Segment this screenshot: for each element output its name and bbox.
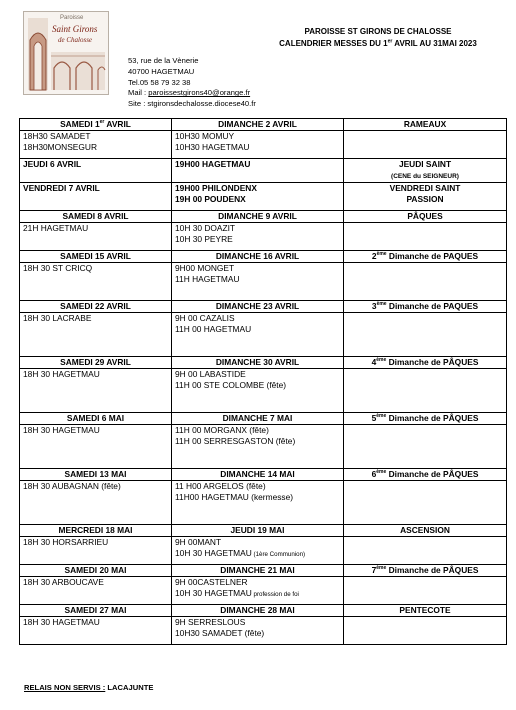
calendar-cell — [344, 605, 507, 617]
cell-text: Dimanche de PÂQUES — [386, 565, 479, 576]
calendar-cell — [344, 413, 507, 425]
cell-text: ASCENSION — [400, 525, 450, 536]
cell-text: 10H30 MOMUY — [175, 131, 235, 141]
address-city: 40700 HAGETMAU — [128, 66, 195, 76]
calendar-cell — [172, 159, 344, 183]
cell-text: 11H 00 STE COLOMBE (fête) — [175, 379, 287, 390]
cell-text: Dimanche de PÂQUES — [386, 413, 479, 424]
calendar-cell — [172, 369, 344, 413]
cell-sup: ème — [376, 251, 387, 258]
cell-text: 11H 00 HAGETMAU — [175, 323, 252, 334]
cell-text: 19H00 HAGETMAU — [175, 159, 251, 169]
calendar-cell — [344, 119, 507, 131]
footer-value: LACAJUNTE — [107, 683, 154, 692]
cell-text: MERCREDI 18 MAI — [58, 525, 133, 536]
calendar-cell — [20, 537, 172, 565]
calendar-cell — [344, 469, 507, 481]
calendar-cell — [20, 263, 172, 301]
parish-logo — [23, 11, 109, 95]
cell-text: 18H 30 ST CRICQ — [23, 263, 93, 274]
cell-text: 3 — [371, 301, 377, 312]
calendar-cell — [20, 131, 172, 159]
calendar-row — [20, 537, 507, 565]
mail-link[interactable]: paroissestgirons40@orange.fr — [148, 88, 251, 98]
calendar-header-row — [20, 525, 507, 537]
header-calendar-sup: er — [387, 38, 393, 45]
cell-text: 4 — [371, 357, 377, 368]
cell-text: Dimanche de PAQUES — [386, 301, 479, 312]
calendar-cell — [344, 211, 507, 223]
cell-text: 2 — [371, 251, 377, 262]
cell-text: 10H30 HAGETMAU — [175, 141, 250, 152]
address-tel: Tel.05 58 79 32 38 — [128, 77, 191, 87]
cell-text: VENDREDI 7 AVRIL — [23, 183, 100, 194]
calendar-row — [20, 131, 507, 159]
calendar-row — [20, 481, 507, 525]
calendar-cell — [20, 525, 172, 537]
cell-text: DIMANCHE 28 MAI — [220, 605, 295, 616]
calendar-row — [20, 577, 507, 605]
cell-text: 18H30 SAMADET — [23, 131, 91, 141]
cell-sup: ème — [376, 469, 387, 476]
calendar-cell — [20, 251, 172, 263]
calendar-header-row — [20, 605, 507, 617]
parish-address — [128, 56, 256, 110]
cell-text: PÂQUES — [407, 211, 443, 222]
calendar-header-row — [20, 469, 507, 481]
cell-text: (CENE du SEIGNEUR) — [391, 172, 459, 180]
calendar-header-row — [20, 357, 507, 369]
cell-text: 18H 30 HAGETMAU — [23, 617, 100, 628]
cell-text: 18H30MONSEGUR — [23, 141, 98, 152]
calendar-cell — [20, 357, 172, 369]
cell-text: 5 — [371, 413, 377, 424]
cell-text: 6 — [371, 469, 377, 480]
cell-text: (1ère Communion) — [251, 550, 306, 558]
calendar-cell — [20, 183, 172, 211]
cell-text: SAMEDI 1 — [60, 119, 100, 129]
cell-text: Dimanche de PAQUES — [386, 251, 479, 262]
cell-text: SAMEDI 20 MAI — [64, 565, 127, 576]
calendar-cell — [172, 565, 344, 577]
mass-calendar-table — [19, 118, 507, 645]
calendar-cell — [172, 223, 344, 251]
calendar-cell — [20, 413, 172, 425]
calendar-cell — [344, 131, 507, 159]
calendar-cell — [172, 605, 344, 617]
calendar-header-row — [20, 251, 507, 263]
calendar-row — [20, 617, 507, 645]
calendar-header-row — [20, 301, 507, 313]
calendar-cell — [172, 537, 344, 565]
calendar-cell — [344, 481, 507, 525]
calendar-cell — [20, 119, 172, 131]
calendar-cell — [344, 577, 507, 605]
header-calendar-post: AVRIL AU 31MAI 2023 — [392, 39, 477, 48]
calendar-cell — [20, 481, 172, 525]
calendar-cell — [344, 425, 507, 469]
cell-text: 10H 30 HAGETMAU — [175, 547, 252, 558]
cell-text: PASSION — [406, 193, 444, 204]
cell-text: 10H30 SAMADET (fête) — [175, 627, 265, 638]
calendar-cell — [20, 369, 172, 413]
cell-text: DIMANCHE 21 MAI — [220, 565, 295, 576]
calendar-header-row — [20, 211, 507, 223]
header-calendar — [250, 38, 506, 50]
cell-text: 18H 30 HAGETMAU — [23, 425, 100, 436]
calendar-cell — [344, 223, 507, 251]
cell-sup: ème — [376, 565, 387, 572]
calendar-cell — [344, 159, 507, 183]
calendar-header-row — [20, 565, 507, 577]
cell-text: DIMANCHE 2 AVRIL — [218, 119, 297, 129]
calendar-cell — [172, 301, 344, 313]
calendar-cell — [172, 183, 344, 211]
cell-text: 10H 30 PEYRE — [175, 233, 233, 244]
cell-text: Dimanche de PÂQUES — [386, 357, 479, 368]
cell-text: 18H 30 LACRABE — [23, 313, 92, 324]
calendar-cell — [20, 159, 172, 183]
calendar-cell — [20, 605, 172, 617]
address-site — [128, 99, 256, 110]
cell-text: SAMEDI 29 AVRIL — [60, 357, 131, 368]
calendar-cell — [344, 369, 507, 413]
calendar-cell — [20, 617, 172, 645]
cell-text: 9H SERRESLOUS — [175, 617, 246, 628]
calendar-cell — [172, 263, 344, 301]
calendar-cell — [344, 617, 507, 645]
calendar-cell — [172, 525, 344, 537]
logo-line-3: de Chalosse — [58, 36, 93, 44]
cell-text: SAMEDI 22 AVRIL — [60, 301, 131, 312]
calendar-cell — [20, 469, 172, 481]
cell-text: SAMEDI 13 MAI — [64, 469, 127, 480]
calendar-cell — [344, 313, 507, 357]
cell-text: DIMANCHE 16 AVRIL — [215, 251, 300, 262]
calendar-cell — [344, 525, 507, 537]
calendar-row — [20, 263, 507, 301]
cell-text: 9H 00MANT — [175, 537, 222, 548]
address-street: 53, rue de la Vènerie — [128, 56, 199, 65]
calendar-row — [20, 425, 507, 469]
header-parish: PAROISSE ST GIRONS DE CHALOSSE — [304, 27, 452, 36]
cell-text: AVRIL — [104, 119, 131, 129]
cell-text: 19H 00 POUDENX — [175, 193, 246, 204]
cell-text: 11 H00 ARGELOS (fête) — [175, 481, 266, 492]
cell-text: SAMEDI 8 AVRIL — [62, 211, 129, 222]
footer-label: RELAIS NON SERVIS : — [24, 683, 106, 692]
calendar-cell — [344, 251, 507, 263]
calendar-cell — [20, 313, 172, 357]
calendar-cell — [172, 251, 344, 263]
calendar-cell — [172, 469, 344, 481]
calendar-cell — [344, 357, 507, 369]
calendar-cell — [20, 223, 172, 251]
cell-text: SAMEDI 6 MAI — [66, 413, 125, 424]
cell-text: SAMEDI 27 MAI — [64, 605, 127, 616]
calendar-row — [20, 313, 507, 357]
cell-text: JEUDI 19 MAI — [230, 525, 285, 536]
calendar-cell — [172, 577, 344, 605]
calendar-cell — [172, 357, 344, 369]
cell-text: DIMANCHE 9 AVRIL — [218, 211, 297, 222]
calendar-row — [20, 159, 507, 183]
calendar-header-row — [20, 119, 507, 131]
cell-text: 18H 30 HAGETMAU — [23, 369, 100, 380]
cell-text: DIMANCHE 30 AVRIL — [215, 357, 300, 368]
calendar-cell — [20, 425, 172, 469]
cell-text: 11H HAGETMAU — [175, 273, 240, 284]
cell-text: PENTECOTE — [399, 605, 451, 616]
calendar-row — [20, 369, 507, 413]
calendar-cell — [344, 263, 507, 301]
site-label: Site : — [128, 99, 148, 109]
calendar-cell — [172, 313, 344, 357]
cell-text: RAMEAUX — [403, 119, 447, 129]
document-header — [250, 26, 506, 50]
cell-sup: ème — [376, 301, 387, 308]
calendar-row — [20, 183, 507, 211]
calendar-cell — [172, 481, 344, 525]
calendar-cell — [172, 119, 344, 131]
cell-text: 9H 00CASTELNER — [175, 577, 248, 588]
calendar-cell — [172, 131, 344, 159]
cell-text: JEUDI 6 AVRIL — [23, 159, 82, 169]
cell-text: 11H 00 SERRESGASTON (fête) — [175, 435, 296, 446]
cell-text: DIMANCHE 14 MAI — [220, 469, 295, 480]
footer-relays — [24, 683, 153, 692]
cell-text: 21H HAGETMAU — [23, 223, 89, 234]
cell-text: 18H 30 ARBOUCAVE — [23, 577, 104, 588]
logo-line-2: Saint Girons — [52, 24, 98, 34]
cell-text: 9H 00 CAZALIS — [175, 313, 235, 324]
calendar-cell — [344, 301, 507, 313]
address-mail — [128, 88, 256, 99]
header-calendar-pre: CALENDRIER MESSES DU 1 — [279, 39, 388, 48]
logo-line-1: Paroisse — [60, 15, 84, 21]
cell-text: 11H 00 MORGANX (fête) — [175, 425, 269, 436]
cell-text: 19H00 PHILONDENX — [175, 183, 257, 194]
cell-text: 10H 30 DOAZIT — [175, 223, 236, 234]
site-link[interactable]: stgironsdechalosse.diocese40.fr — [147, 99, 256, 109]
cell-text: SAMEDI 15 AVRIL — [60, 251, 131, 262]
calendar-cell — [20, 577, 172, 605]
cell-sup: ème — [376, 357, 387, 364]
cell-sup: er — [99, 119, 105, 126]
calendar-cell — [20, 301, 172, 313]
calendar-cell — [344, 537, 507, 565]
cell-sup: ème — [376, 413, 387, 420]
cell-text: 18H 30 AUBAGNAN (fête) — [23, 481, 121, 492]
calendar-header-row — [20, 413, 507, 425]
cell-text: 10H 30 HAGETMAU — [175, 587, 252, 598]
cell-text: 9H 00 LABASTIDE — [175, 369, 246, 380]
cell-text: DIMANCHE 23 AVRIL — [215, 301, 300, 312]
calendar-cell — [172, 413, 344, 425]
calendar-row — [20, 223, 507, 251]
calendar-cell — [172, 617, 344, 645]
cell-text: Dimanche de PÂQUES — [386, 469, 479, 480]
mail-label: Mail : — [128, 88, 149, 98]
calendar-cell — [20, 211, 172, 223]
cell-text: profession de foi — [251, 590, 299, 598]
calendar-cell — [344, 183, 507, 211]
cell-text: 18H 30 HORSARRIEU — [23, 537, 109, 548]
cell-text: DIMANCHE 7 MAI — [222, 413, 293, 424]
cell-text: 9H00 MONGET — [175, 263, 235, 274]
cell-text: 7 — [371, 565, 377, 576]
calendar-cell — [172, 425, 344, 469]
calendar-cell — [20, 565, 172, 577]
cell-text: 11H00 HAGETMAU (kermesse) — [175, 491, 294, 502]
calendar-cell — [344, 565, 507, 577]
cell-text: JEUDI SAINT — [398, 159, 452, 169]
calendar-cell — [172, 211, 344, 223]
cell-text: VENDREDI SAINT — [389, 183, 461, 194]
